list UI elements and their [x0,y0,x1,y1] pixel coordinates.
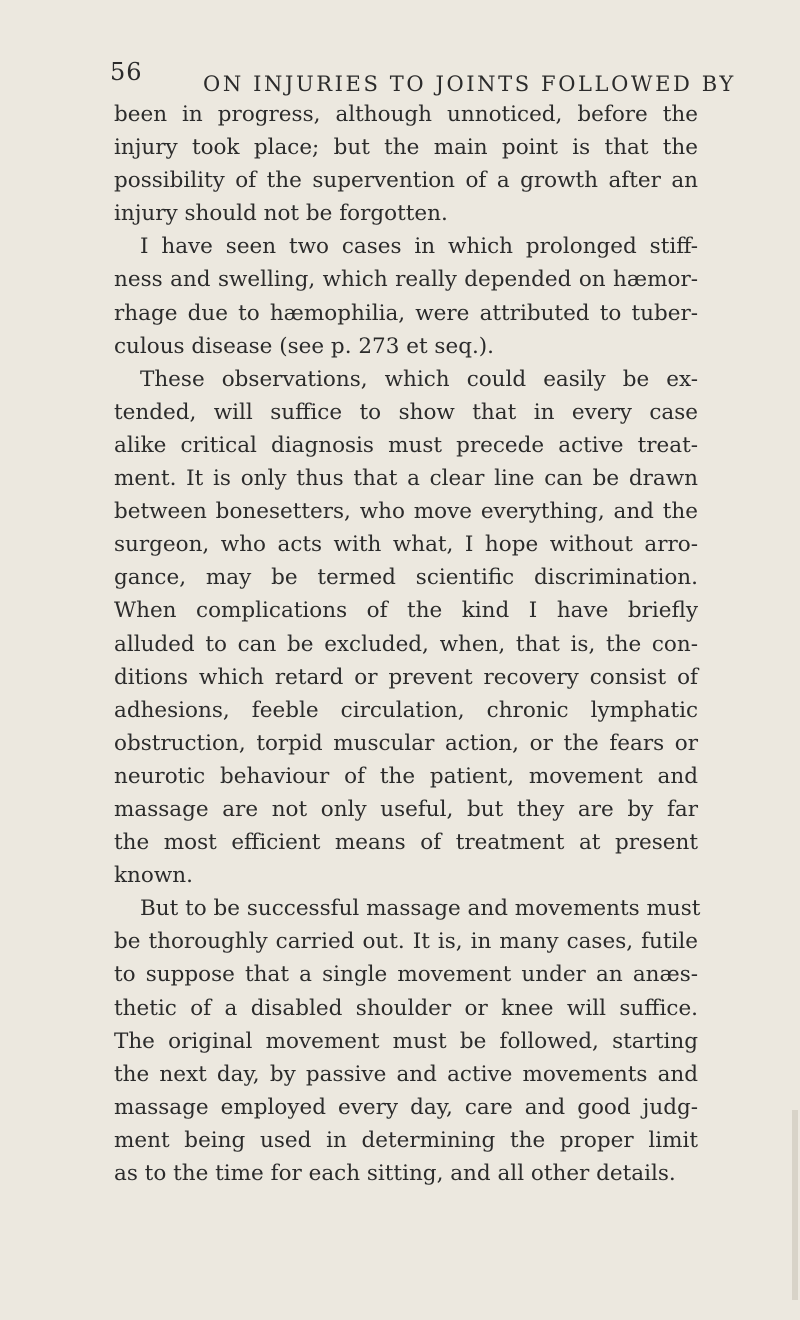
page-header [110,58,736,98]
text-line: But to be successful massage and movements must [140,896,701,922]
text-line: ment being used in determining the proper limit [114,1127,698,1153]
text-line: to suppose that a single movement under an anæs- [114,962,698,988]
text-line: neurotic behaviour of the patient, movement and [114,763,698,789]
text-line: I have seen two cases in which prolonged stiff- [140,234,698,260]
text-line: rhage due to hæmophilia, were attributed to tuber- [114,300,698,326]
text-line: known. [114,863,193,889]
text-line: ness and swelling, which really depended on hæmor- [114,267,698,293]
text-line: gance, may be termed scientific discrimination. [114,565,698,591]
body-text [114,98,701,1190]
text-line: injury took place; but the main point is that the [114,135,698,161]
text-line: These observations, which could easily be ex- [140,366,698,392]
text-line: The original movement must be followed, starting [114,1028,698,1054]
page-number: 56 [110,58,143,86]
text-line: possibility of the supervention of a growth after an [114,168,698,194]
text-line: adhesions, feeble circulation, chronic lymphatic [114,697,698,723]
text-line: the next day, by passive and active movements and [114,1061,698,1087]
text-line: massage employed every day, care and good judg- [114,1094,698,1120]
text-line: culous disease (see p. 273 et seq.). [114,333,495,359]
text-line: ment. It is only thus that a clear line can be drawn [114,466,698,492]
text-line: injury should not be forgotten. [114,201,448,227]
text-line: thetic of a disabled shoulder or knee will suffice. [114,995,698,1021]
text-line: When complications of the kind I have briefly [114,598,698,624]
text-line: alike critical diagnosis must precede active treat- [114,432,698,458]
text-line: been in progress, although unnoticed, before the [114,102,698,127]
text-line: ditions which retard or prevent recovery consist of [114,664,698,690]
text-line: the most efficient means of treatment at present [114,830,698,856]
running-head: ON INJURIES TO JOINTS FOLLOWED BY [203,72,736,96]
text-line: tended, will suffice to show that in every case [114,399,698,425]
text-line: obstruction, torpid muscular action, or the fears or [114,730,698,756]
text-line: between bonesetters, who move everything, and the [114,499,698,525]
text-line: as to the time for each sitting, and all other details. [114,1161,676,1186]
page-edge-shadow [792,1110,798,1300]
text-line: massage are not only useful, but they are by far [114,796,698,822]
text-line: be thoroughly carried out. It is, in many cases, futile [114,929,698,955]
text-line: surgeon, who acts with what, I hope without arro- [114,532,698,558]
text-line: alluded to can be excluded, when, that is, the con- [114,631,698,657]
